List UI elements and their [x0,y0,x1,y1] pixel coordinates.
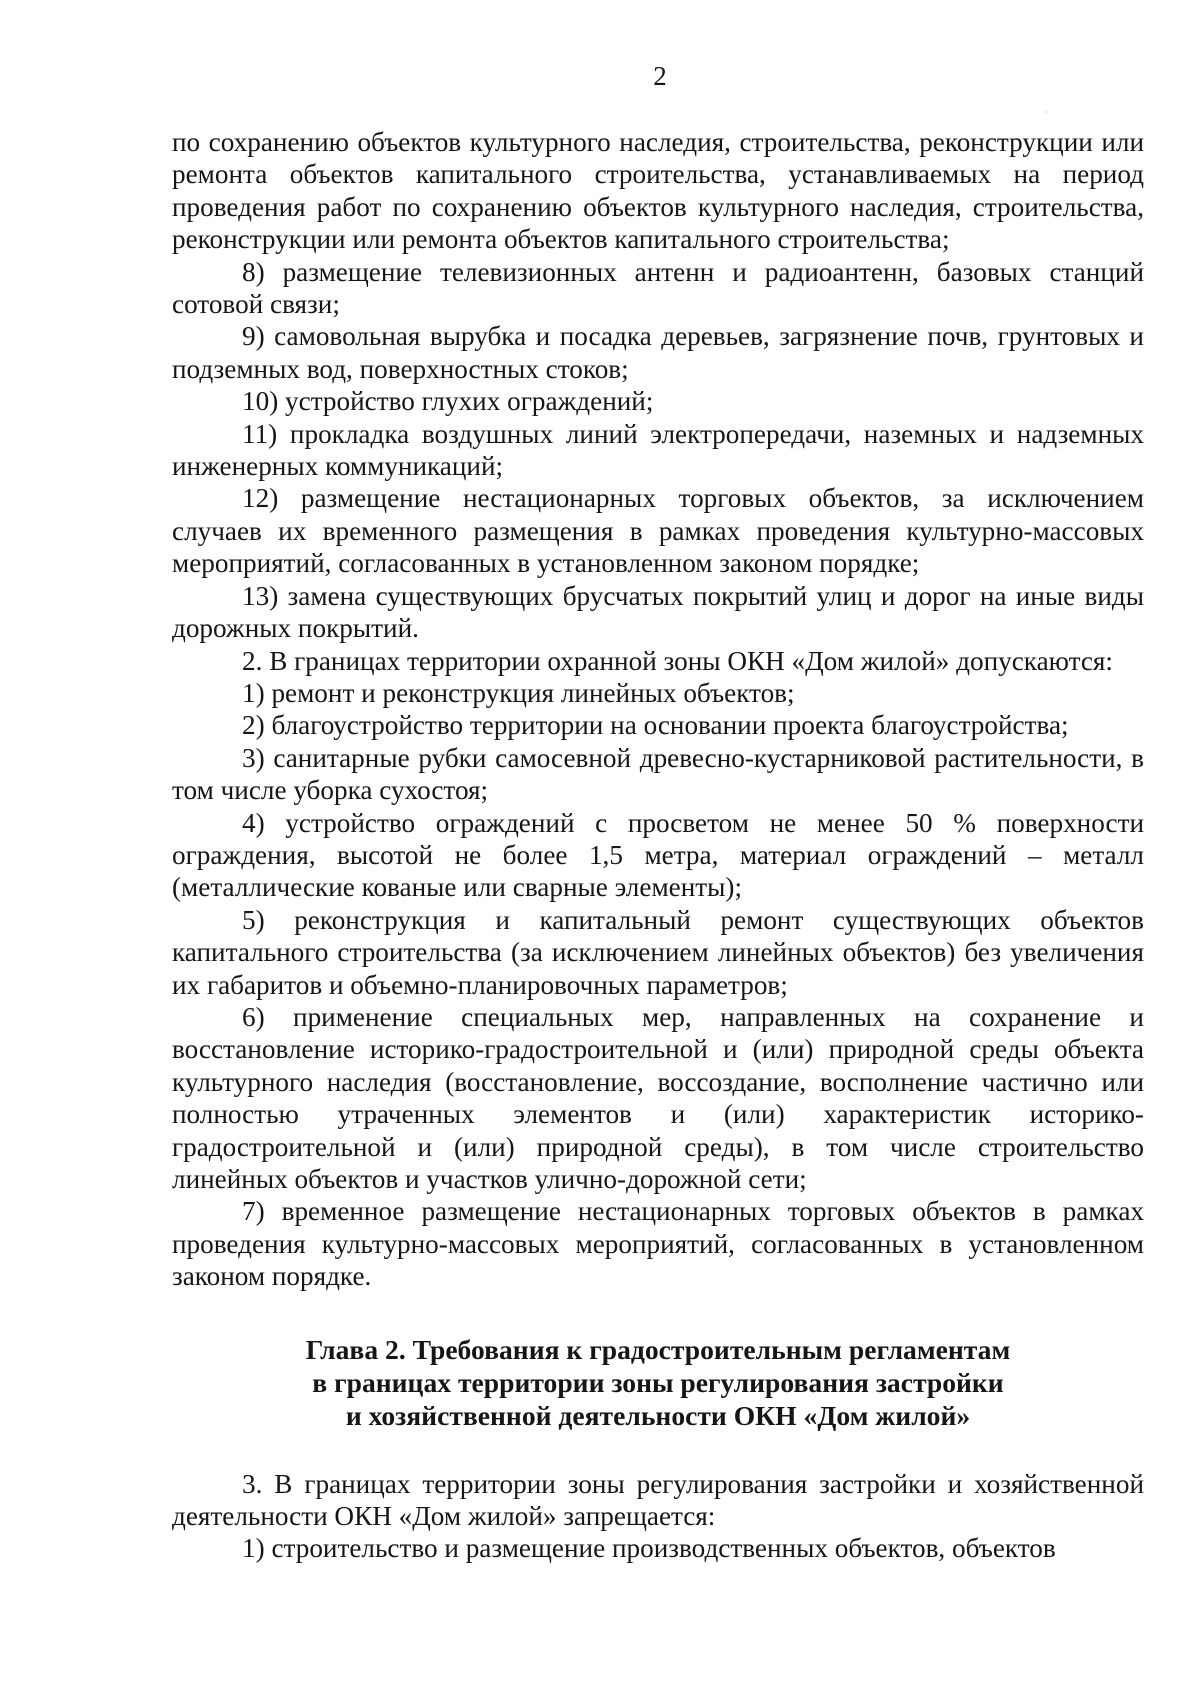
paragraph: 1) ремонт и реконструкция линейных объектов; [242,677,795,708]
paragraph: 9) самовольная вырубка и посадка деревьев, загрязнение почв, грунтовых и подземных вод, поверхностных стоков; [172,321,1144,384]
paragraph: 6) применение специальных мер, направленных на сохранение и восстановление историко-градостроительной и (или) природной среды объекта культурного наследия (восстановление, воссоздание, восполнение частично или полностью утраченных элементов и (или) характеристик историко-градостроительной и (или) природной среды), в том числе строительство линейных объектов и участков улично-дорожной сети; [172,1001,1144,1194]
document-body [172,126,1144,1565]
paragraph: 5) реконструкция и капитальный ремонт существующих объектов капитального строительства (за исключением линейных объектов) без увеличения их габаритов и объемно-планировочных параметров; [172,904,1144,1000]
paragraph: 1) строительство и размещение производственных объектов, объектов [242,1533,1056,1564]
scan-artifact [1046,110,1047,114]
paragraph: по сохранению объектов культурного наследия, строительства, реконструкции или ремонта объектов капитального строительства, устанавливаемых на период проведения работ по сохранению объектов культурного наследия, строительства, реконструкции или ремонта объектов капитального строительства; [172,127,1144,255]
paragraph: 11) прокладка воздушных линий электропередачи, наземных и надземных инженерных коммуникаций; [172,418,1144,482]
paragraph: 2) благоустройство территории на основании проекта благоустройства; [242,710,1069,741]
paragraph: 2. В границах территории охранной зоны ОКН «Дом жилой» допускаются: [242,645,1113,676]
paragraph: 10) устройство глухих ограждений; [242,386,654,417]
chapter-heading [172,1333,1144,1432]
paragraph: 3) санитарные рубки самосевной древесно-кустарниковой растительности, в том числе уборка сухостоя; [172,742,1144,806]
chapter-heading-line-3: и хозяйственной деятельности ОКН «Дом жилой» [345,1399,971,1431]
paragraph-list-after [172,1468,1144,1565]
paragraph-list-before [172,126,1144,1293]
paragraph: 12) размещение нестационарных торговых объектов, за исключением случаев их временного размещения в рамках проведения культурно-массовых мероприятий, согласованных в установленном законом порядке; [172,483,1144,579]
paragraph: 8) размещение телевизионных антенн и радиоантенн, базовых станций сотовой связи; [172,256,1144,320]
page-number: 2 [653,61,667,91]
chapter-heading-line-1: Глава 2. Требования к градостроительным регламентам [305,1333,1011,1365]
spacer [172,1432,1144,1468]
chapter-heading-line-2: в границах территории зоны регулирования застройки [312,1366,1004,1398]
paragraph: 13) замена существующих брусчатых покрытий улиц и дорог на иные виды дорожных покрытий. [172,580,1144,644]
paragraph: 3. В границах территории зоны регулирования застройки и хозяйственной деятельности ОКН «Дом жилой» запрещается: [172,1468,1144,1532]
paragraph: 4) устройство ограждений с просветом не менее 50 % поверхности ограждения, высотой не более 1,5 метра, материал ограждений – металл (металлические кованые или сварные элементы); [172,807,1144,903]
paragraph: 7) временное размещение нестационарных торговых объектов в рамках проведения культурно-массовых мероприятий, согласованных в установленном законом порядке. [172,1196,1144,1292]
